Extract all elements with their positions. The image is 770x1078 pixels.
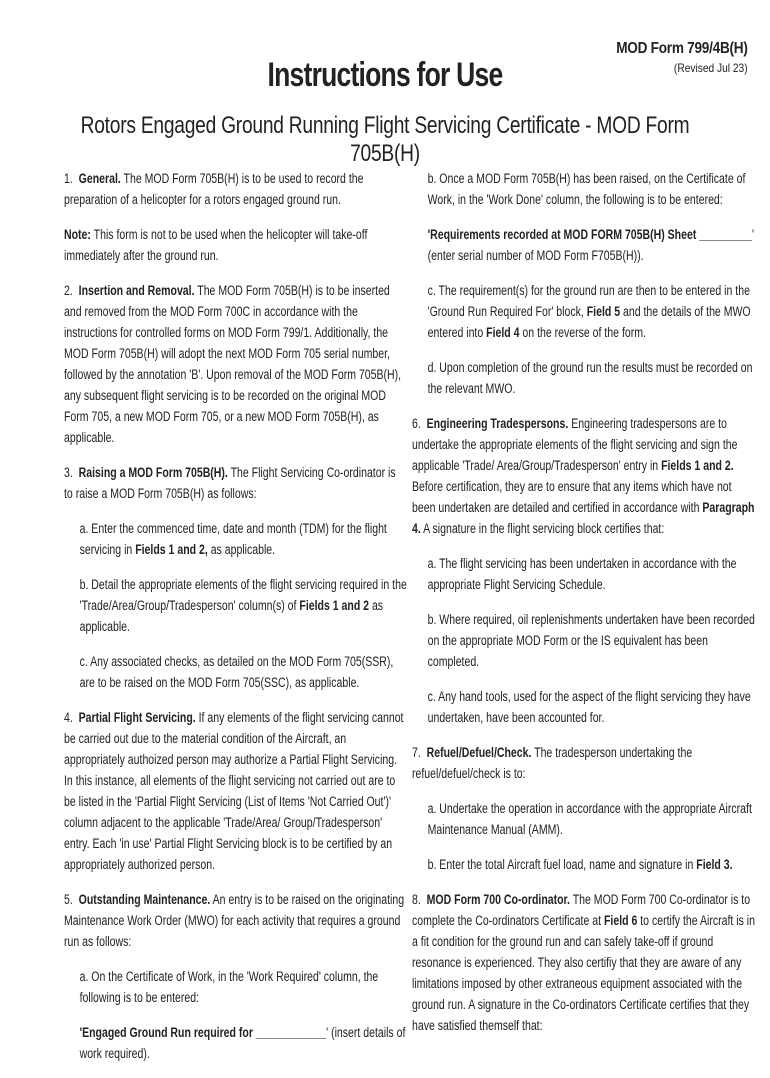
paragraph-3: 3. Raising a MOD Form 705B(H). The Flight Servicing Co-ordinator is to raise a MOD Form 705B(H) as follows: xyxy=(64,465,396,501)
paragraph-5b-quote: 'Requirements recorded at MOD FORM 705B(H) Sheet _________' (enter serial number of MOD Form F705B(H)). xyxy=(427,227,754,263)
paragraph-6b: b. Where required, oil replenishments undertaken have been recorded on the appropriate MOD Form or the IS equivalent has been completed. xyxy=(427,612,755,669)
paragraph-7a: a. Undertake the operation in accordance with the appropriate Aircraft Maintenance Manual (AMM). xyxy=(427,801,752,837)
right-column xyxy=(412,168,755,1050)
paragraph-3b: b. Detail the appropriate elements of the flight servicing required in the 'Trade/Area/Group/Tradesperson' column(s) of Fields 1 and 2 as applicable. xyxy=(79,577,407,634)
paragraph-3a: a. Enter the commenced time, date and month (TDM) for the flight servicing in Fields 1 and 2, as applicable. xyxy=(79,521,387,557)
left-column xyxy=(64,168,407,1078)
paragraph-5a: a. On the Certificate of Work, in the 'Work Required' column, the following is to be entered: xyxy=(79,969,379,1005)
page-title: Instructions for Use xyxy=(267,56,503,94)
paragraph-5a-quote: 'Engaged Ground Run required for ____________' (insert details of work required). xyxy=(79,1025,406,1061)
paragraph-5b: b. Once a MOD Form 705B(H) has been raised, on the Certificate of Work, in the 'Work Done' column, the following is to be entered: xyxy=(427,171,746,207)
paragraph-7: 7. Refuel/Defuel/Check. The tradesperson undertaking the refuel/defuel/check is to: xyxy=(412,745,693,781)
page-subtitle: Rotors Engaged Ground Running Flight Servicing Certificate - MOD Form 705B(H) xyxy=(80,112,690,167)
paragraph-5c: c. The requirement(s) for the ground run are then to be entered in the 'Ground Run Required For' block, Field 5 and the details of the MWO entered into Field 4 on the reverse of the form. xyxy=(427,283,751,340)
paragraph-5d: d. Upon completion of the ground run the results must be recorded on the relevant MWO. xyxy=(427,360,753,396)
paragraph-8: 8. MOD Form 700 Co-ordinator. The MOD Form 700 Co-ordinator is to complete the Co-ordinators Certificate at Field 6 to certify the Aircraft is in a fit condition for the ground run and can safely take-off if ground resonance is experienced. They also certifiy that they are aware of any limitations imposed by other extraneous equipment associated with the ground run. A signature in the Co-ordinators Certificate certifies that they have satisfied themself that: xyxy=(412,892,755,1033)
revision-date: (Revised Jul 23) xyxy=(674,61,748,75)
paragraph-2: 2. Insertion and Removal. The MOD Form 705B(H) is to be inserted and removed from the MOD Form 700C in accordance with the instructions for controlled forms on MOD Form 799/1. Additionally, the MOD Form 705B(H) will adopt the next MOD Form 705 serial number, followed by the annotation 'B'. Upon removal of the MOD Form 705B(H), any subsequent flight servicing is to be recorded on the original MOD Form 705, a new MOD Form 705, or a new MOD Form 705B(H), as applicable. xyxy=(64,283,402,445)
paragraph-6c: c. Any hand tools, used for the aspect of the flight servicing they have undertaken, have been accounted for. xyxy=(427,689,751,725)
paragraph-5: 5. Outstanding Maintenance. An entry is to be raised on the originating Maintenance Work Order (MWO) for each activity that requires a ground run as follows: xyxy=(64,892,405,949)
paragraph-4: 4. Partial Flight Servicing. If any elements of the flight servicing cannot be carried out due to the material condition of the Aircraft, an appropriately authoized person may authorize a Partial Flight Servicing. In this instance, all elements of the flight servicing not carried out are to be listed in the 'Partial Flight Servicing (List of Items 'Not Carried Out')' column adjacent to the applicable 'Trade/Area/ Group/Tradesperson' entry. Each 'in use' Partial Flight Servicing block is to be certified by an appropriately authorized person. xyxy=(64,710,404,872)
paragraph-7b: b. Enter the total Aircraft fuel load, name and signature in Field 3. xyxy=(427,857,733,872)
paragraph-3c: c. Any associated checks, as detailed on the MOD Form 705(SSR), are to be raised on the MOD Form 705(SSC), as applicable. xyxy=(79,654,394,690)
paragraph-6a: a. The flight servicing has been undertaken in accordance with the appropriate Flight Servicing Schedule. xyxy=(427,556,737,592)
paragraph-6: 6. Engineering Tradespersons. Engineering tradespersons are to undertake the appropriate elements of the flight servicing and sign the applicable 'Trade/ Area/Group/Tradesperson' entry in Fields 1 and 2. Before certification, they are to ensure that any items which have not been undertaken are detailed and certified in accordance with Paragraph 4. A signature in the flight servicing block certifies that: xyxy=(412,416,755,536)
form-number: MOD Form 799/4B(H) xyxy=(616,40,748,57)
paragraph-1: 1. General. The MOD Form 705B(H) is to be used to record the preparation of a helicopter for a rotors engaged ground run. xyxy=(64,171,364,207)
note: Note: This form is not to be used when the helicopter will take-off immediately after the ground run. xyxy=(64,227,368,263)
